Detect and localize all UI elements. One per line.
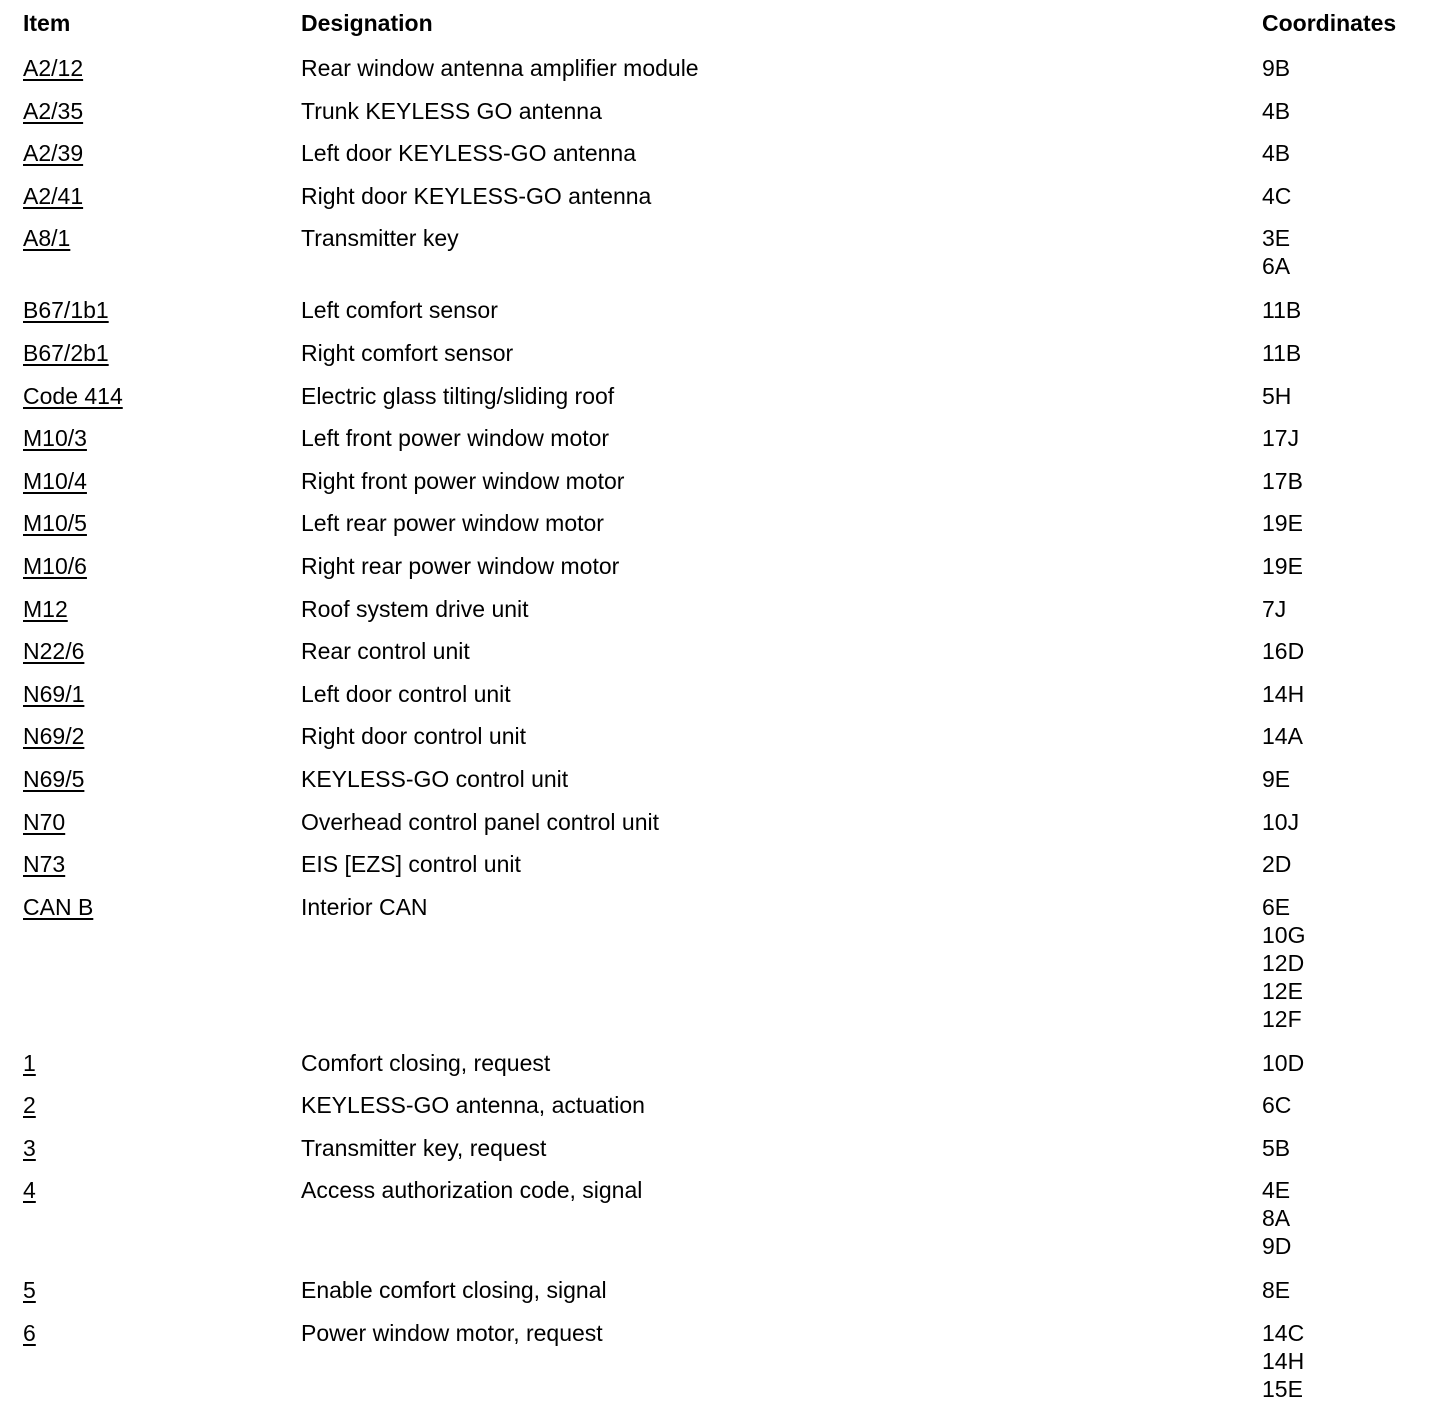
item-link[interactable]: M10/4 — [23, 467, 87, 494]
table-row — [0, 374, 1456, 417]
coordinate-value: 7J — [1262, 595, 1287, 622]
coordinates-cell — [1262, 224, 1290, 280]
item-link[interactable]: 3 — [23, 1134, 36, 1161]
item-cell — [23, 637, 84, 665]
header-designation: Designation — [301, 10, 433, 36]
item-cell — [23, 139, 83, 167]
designation-cell: Left rear power window motor — [301, 510, 604, 537]
designation-cell: Right door control unit — [301, 723, 527, 750]
designation-cell: Electric glass tilting/sliding roof — [301, 382, 615, 409]
coordinate-value: 6A — [1262, 253, 1291, 280]
table-row — [0, 544, 1456, 587]
coordinates-cell — [1262, 637, 1304, 665]
item-link[interactable]: B67/2b1 — [23, 339, 109, 366]
table-row — [0, 757, 1456, 800]
designation-cell: Left door control unit — [301, 680, 511, 707]
coordinates-cell — [1262, 296, 1301, 324]
coordinate-value: 14C — [1262, 1320, 1305, 1347]
item-link[interactable]: A2/41 — [23, 182, 84, 209]
designation-cell: Right rear power window motor — [301, 552, 620, 579]
coordinate-value: 9B — [1262, 55, 1291, 81]
item-cell — [23, 296, 109, 324]
item-cell — [23, 552, 87, 580]
table-row — [0, 416, 1456, 459]
coordinate-value: 2D — [1262, 851, 1292, 878]
item-link[interactable]: A8/1 — [23, 225, 71, 252]
item-link[interactable]: A2/39 — [23, 140, 84, 167]
coordinates-cell — [1262, 850, 1291, 878]
coordinate-value: 15E — [1262, 1376, 1303, 1403]
header-item: Item — [23, 10, 71, 36]
designation-cell: Rear window antenna amplifier module — [301, 55, 699, 81]
table-row — [0, 174, 1456, 217]
coordinate-value: 10G — [1262, 921, 1306, 948]
item-cell — [23, 1049, 36, 1077]
table-row — [0, 131, 1456, 174]
designation-cell: Right comfort sensor — [301, 339, 514, 366]
table-row — [0, 672, 1456, 715]
coordinates-cell — [1262, 182, 1291, 210]
item-link[interactable]: N69/1 — [23, 680, 85, 707]
item-cell — [23, 765, 84, 793]
item-cell — [23, 893, 93, 921]
item-cell — [23, 850, 65, 878]
coordinate-value: 8A — [1262, 1205, 1291, 1232]
coordinate-value: 17B — [1262, 467, 1303, 494]
coordinate-value: 14H — [1262, 1348, 1305, 1375]
item-link[interactable]: B67/1b1 — [23, 297, 109, 324]
designation-cell: Roof system drive unit — [301, 595, 529, 622]
coordinate-value: 11B — [1262, 297, 1302, 324]
item-cell — [23, 595, 68, 623]
item-link[interactable]: N69/2 — [23, 723, 85, 750]
table-row — [0, 46, 1456, 89]
item-cell — [23, 1276, 36, 1304]
coordinate-value: 4B — [1262, 140, 1291, 167]
coordinate-value: 16D — [1262, 638, 1305, 665]
coordinate-value: 9E — [1262, 765, 1291, 792]
designation-cell: Transmitter key — [301, 225, 459, 252]
coordinate-value: 12F — [1262, 1005, 1302, 1032]
table-row — [0, 587, 1456, 630]
item-link[interactable]: N22/6 — [23, 638, 85, 665]
coordinate-value: 5H — [1262, 382, 1292, 409]
item-cell — [23, 1319, 36, 1347]
coordinates-cell — [1262, 1134, 1290, 1162]
coordinates-cell — [1262, 893, 1305, 1033]
coordinate-value: 10D — [1262, 1049, 1305, 1076]
table-row — [0, 501, 1456, 544]
coordinate-value: 4C — [1262, 182, 1292, 209]
coordinate-value: 6C — [1262, 1092, 1292, 1119]
coordinates-cell — [1262, 467, 1303, 495]
coordinates-cell — [1262, 1049, 1304, 1077]
designation-cell: Access authorization code, signal — [301, 1177, 643, 1204]
item-cell — [23, 1091, 36, 1119]
item-link[interactable]: CAN B — [23, 893, 94, 920]
table-row — [0, 1311, 1456, 1411]
table-row — [0, 1041, 1456, 1084]
designation-cell: Right front power window motor — [301, 467, 625, 494]
designation-cell: Left comfort sensor — [301, 297, 498, 324]
coordinates-cell — [1262, 509, 1303, 537]
item-cell — [23, 224, 70, 252]
table-row — [0, 288, 1456, 331]
item-link[interactable]: A2/35 — [23, 97, 84, 124]
coordinates-cell — [1262, 382, 1291, 410]
coordinates-cell — [1262, 1319, 1304, 1403]
item-cell — [23, 1134, 36, 1162]
coordinates-cell — [1262, 722, 1303, 750]
coordinates-cell — [1262, 765, 1290, 793]
coordinate-value: 4B — [1262, 97, 1291, 124]
item-link[interactable]: 5 — [23, 1277, 36, 1304]
designation-cell: Trunk KEYLESS GO antenna — [301, 97, 602, 124]
table-row — [0, 842, 1456, 885]
item-cell — [23, 1176, 36, 1204]
coordinates-cell — [1262, 1276, 1290, 1304]
item-link[interactable]: Code 414 — [23, 382, 123, 409]
item-cell — [23, 509, 87, 537]
coordinate-value: 17J — [1262, 425, 1300, 452]
item-cell — [23, 680, 84, 708]
item-link[interactable]: N69/5 — [23, 765, 85, 792]
coordinate-value: 12E — [1262, 977, 1303, 1004]
coordinate-value: 4E — [1262, 1177, 1291, 1204]
designation-cell: Transmitter key, request — [301, 1134, 547, 1161]
header-row — [0, 0, 1456, 46]
item-link[interactable]: N73 — [23, 851, 66, 878]
designation-cell: Rear control unit — [301, 638, 470, 665]
designation-cell: Enable comfort closing, signal — [301, 1277, 607, 1304]
coordinates-cell — [1262, 1091, 1291, 1119]
item-link[interactable]: M10/5 — [23, 510, 87, 537]
table-body — [0, 46, 1456, 1411]
coordinate-value: 14A — [1262, 723, 1303, 750]
coordinate-value: 10J — [1262, 808, 1300, 835]
table-row — [0, 714, 1456, 757]
coordinates-cell — [1262, 339, 1301, 367]
coordinates-cell — [1262, 54, 1290, 82]
designation-cell: EIS [EZS] control unit — [301, 851, 521, 878]
item-link[interactable]: A2/12 — [23, 55, 84, 81]
table-row — [0, 459, 1456, 502]
item-link[interactable]: M12 — [23, 595, 68, 622]
table-row — [0, 89, 1456, 132]
item-cell — [23, 424, 87, 452]
table-row — [0, 216, 1456, 288]
coordinates-cell — [1262, 139, 1290, 167]
coordinates-cell — [1262, 97, 1290, 125]
designation-cell: Overhead control panel control unit — [301, 808, 659, 835]
item-cell — [23, 54, 83, 82]
coordinates-cell — [1262, 808, 1299, 836]
table-row — [0, 800, 1456, 843]
item-link[interactable]: M10/6 — [23, 552, 87, 579]
designation-cell: KEYLESS-GO antenna, actuation — [301, 1092, 645, 1119]
coordinate-value: 9D — [1262, 1233, 1292, 1260]
coordinate-value: 8E — [1262, 1277, 1291, 1304]
table-row — [0, 629, 1456, 672]
coordinate-value: 14H — [1262, 680, 1305, 707]
coordinate-value: 19E — [1262, 552, 1303, 579]
designation-cell: KEYLESS-GO control unit — [301, 765, 569, 792]
designation-cell: Left door KEYLESS-GO antenna — [301, 140, 636, 167]
item-cell — [23, 722, 84, 750]
coordinate-value: 19E — [1262, 510, 1303, 537]
coordinate-value: 11B — [1262, 339, 1302, 366]
item-cell — [23, 467, 87, 495]
coordinates-cell — [1262, 552, 1303, 580]
item-link[interactable]: M10/3 — [23, 425, 87, 452]
table-row — [0, 1083, 1456, 1126]
coordinates-cell — [1262, 680, 1304, 708]
item-link[interactable]: 1 — [23, 1049, 36, 1076]
coordinate-value: 3E — [1262, 225, 1291, 252]
item-link[interactable]: N70 — [23, 808, 66, 835]
designation-cell: Right door KEYLESS-GO antenna — [301, 182, 652, 209]
table-row — [0, 1126, 1456, 1169]
coordinates-cell — [1262, 1176, 1291, 1260]
designation-cell: Comfort closing, request — [301, 1049, 551, 1076]
item-link[interactable]: 6 — [23, 1320, 36, 1347]
coordinate-value: 6E — [1262, 893, 1291, 920]
item-cell — [23, 182, 83, 210]
coordinates-cell — [1262, 424, 1299, 452]
table-row — [0, 331, 1456, 374]
item-link[interactable]: 2 — [23, 1092, 36, 1119]
item-cell — [23, 808, 65, 836]
table-row — [0, 1168, 1456, 1268]
item-link[interactable]: 4 — [23, 1177, 36, 1204]
table-row — [0, 1268, 1456, 1311]
designation-cell: Left front power window motor — [301, 425, 610, 452]
item-cell — [23, 382, 123, 410]
header-coordinates: Coordinates — [1262, 10, 1397, 36]
coordinate-value: 5B — [1262, 1134, 1291, 1161]
designation-cell: Power window motor, request — [301, 1320, 603, 1347]
coordinate-value: 12D — [1262, 949, 1305, 976]
coordinates-cell — [1262, 595, 1286, 623]
table-row — [0, 885, 1456, 1041]
item-cell — [23, 97, 83, 125]
item-cell — [23, 339, 109, 367]
designation-cell: Interior CAN — [301, 893, 428, 920]
